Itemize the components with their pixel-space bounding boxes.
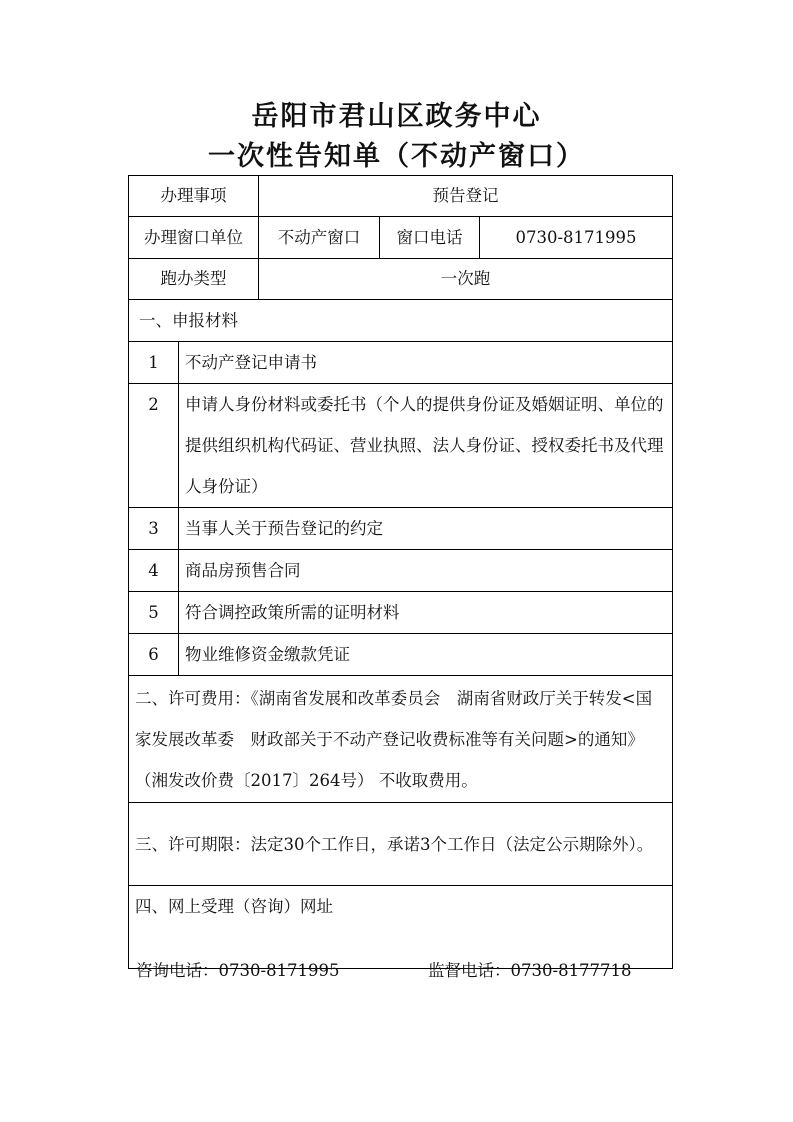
row-matter [129, 176, 673, 217]
window-phone-value: 0730-8171995 [480, 217, 673, 259]
material-number: 5 [129, 592, 179, 634]
window-unit-value: 不动产窗口 [259, 217, 380, 259]
row-deadline [129, 803, 673, 886]
row-materials-heading [129, 300, 673, 342]
matter-label: 办理事项 [129, 176, 259, 217]
material-text: 物业维修资金缴款凭证 [179, 634, 673, 676]
material-number: 4 [129, 550, 179, 592]
deadline-text: 三、许可期限：法定30个工作日，承诺3个工作日（法定公示期除外）。 [129, 803, 673, 886]
material-number: 6 [129, 634, 179, 676]
material-text: 商品房预售合同 [179, 550, 673, 592]
run-type-value: 一次跑 [259, 259, 673, 300]
table-row [129, 508, 673, 550]
fees-text: 二、许可费用：《湖南省发展和改革委员会 湖南省财政厅关于转发<国家发展改革委 财政部关于不动产登记收费标准等有关问题>的通知》（湘发改价费〔2017〕264号） 不收取费用。 [129, 676, 673, 803]
matter-value: 预告登记 [259, 176, 673, 217]
table-row [129, 592, 673, 634]
supervise-phone: 监督电话：0730-8177718 [428, 961, 632, 980]
page-subtitle: 一次性告知单（不动产窗口） [208, 141, 585, 172]
material-text: 不动产登记申请书 [179, 342, 673, 384]
table-row [129, 634, 673, 676]
material-text: 申请人身份材料或委托书（个人的提供身份证及婚姻证明、单位的提供组织机构代码证、营业执照、法人身份证、授权委托书及代理人身份证） [179, 384, 673, 508]
online-text: 四、网上受理（咨询）网址 [129, 886, 673, 969]
row-fees [129, 676, 673, 803]
row-online [129, 886, 673, 969]
window-phone-label: 窗口电话 [380, 217, 480, 259]
table-row [129, 550, 673, 592]
table-row [129, 384, 673, 508]
material-number: 1 [129, 342, 179, 384]
row-run-type [129, 259, 673, 300]
row-window [129, 217, 673, 259]
material-text: 当事人关于预告登记的约定 [179, 508, 673, 550]
notice-form-table [128, 175, 673, 969]
table-row [129, 342, 673, 384]
materials-heading: 一、申报材料 [129, 300, 673, 342]
material-number: 2 [129, 384, 179, 508]
window-unit-label: 办理窗口单位 [129, 217, 259, 259]
material-number: 3 [129, 508, 179, 550]
run-type-label: 跑办类型 [129, 259, 259, 300]
material-text: 符合调控政策所需的证明材料 [179, 592, 673, 634]
page-title: 岳阳市君山区政务中心 [251, 101, 542, 132]
consult-phone: 咨询电话：0730-8171995 [136, 961, 340, 980]
